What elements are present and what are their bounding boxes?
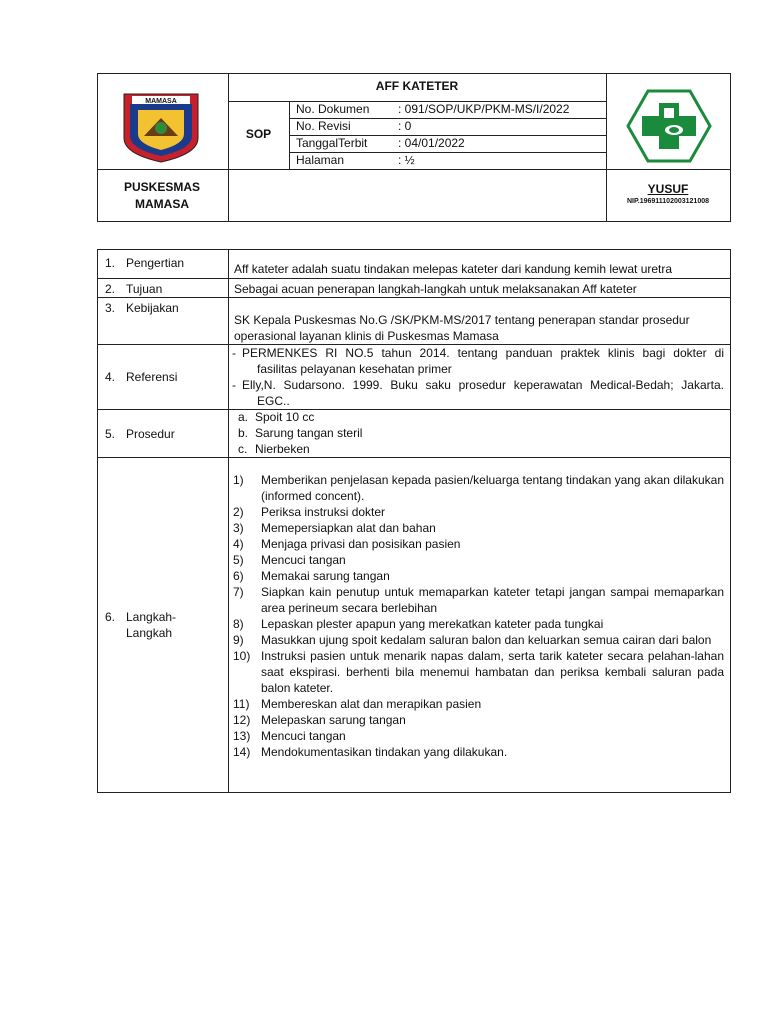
meta-value-halaman: : ½: [398, 153, 415, 167]
list-item: 14) Mendokumentasikan tindakan yang dilakukan.: [233, 745, 508, 759]
referensi-item-1-line1: PERMENKES RI NO.5 tahun 2014. tentang panduan praktek klinis bagi dokter di: [242, 346, 724, 360]
row-label-prosedur: Prosedur: [126, 427, 175, 441]
meta-label-tanggal: TanggalTerbit: [296, 136, 368, 150]
row-number: 4.: [105, 370, 116, 384]
signer-name: YUSUF: [647, 182, 689, 196]
referensi-item-1-line2: fasilitas pelayanan kesehatan primer: [257, 362, 452, 376]
list-item: 11) Membereskan alat dan merapikan pasien: [233, 697, 482, 711]
row-label-kebijakan: Kebijakan: [126, 301, 179, 315]
list-item: 12) Melepaskan sarung tangan: [233, 713, 406, 727]
row-label-langkah-line1: Langkah-: [126, 610, 177, 624]
prosedur-item: Nierbeken: [255, 442, 310, 456]
kebijakan-text: SK Kepala Puskesmas No.G /SK/PKM-MS/2017 tentang penerapan standar prosedur operasional layanan klinis di Puskesmas Mamasa: [234, 313, 690, 343]
row-label-tujuan: Tujuan: [126, 282, 163, 296]
document-title: AFF KATETER: [375, 79, 459, 93]
prosedur-mark: a.: [238, 410, 249, 424]
list-item: 13) Mencuci tangan: [233, 729, 346, 743]
org-name-line2: MAMASA: [135, 197, 189, 211]
logo-text: MAMASA: [145, 98, 177, 105]
referensi-bullet: -: [232, 346, 236, 360]
list-item: 3) Memepersiapkan alat dan bahan: [233, 521, 436, 535]
row-label-pengertian: Pengertian: [126, 256, 185, 270]
list-item: 8) Lepaskan plester apapun yang merekatkan kateter pada tungkai: [233, 617, 604, 631]
tujuan-text: Sebagai acuan penerapan langkah-langkah untuk melaksanakan Aff kateter: [234, 282, 637, 296]
list-item: 7) Siapkan kain penutup untuk memaparkan kateter tetapi jangan sampai memaparkan area perineum secara berlebihan: [233, 585, 724, 615]
meta-value-tanggal: : 04/01/2022: [398, 136, 465, 150]
prosedur-mark: b.: [238, 426, 249, 440]
puskesmas-logo: [626, 89, 712, 163]
list-item: 9) Masukkan ujung spoit kedalam saluran balon dan keluarkan semua cairan dari balon: [233, 633, 712, 647]
referensi-bullet: -: [232, 378, 236, 392]
meta-value-no-dokumen: : 091/SOP/UKP/PKM-MS/I/2022: [398, 102, 570, 116]
prosedur-mark: c.: [238, 442, 248, 456]
row-number: 6.: [105, 610, 116, 624]
meta-label-no-dokumen: No. Dokumen: [296, 102, 370, 116]
row-number: 3.: [105, 301, 116, 315]
list-item: 6) Memakai sarung tangan: [233, 569, 390, 583]
list-item: 5) Mencuci tangan: [233, 553, 346, 567]
sop-label: SOP: [245, 127, 272, 141]
row-number: 2.: [105, 282, 116, 296]
mamasa-regency-logo: [122, 92, 200, 164]
row-number: 1.: [105, 256, 116, 270]
meta-label-no-revisi: No. Revisi: [296, 119, 351, 133]
list-item: 4) Menjaga privasi dan posisikan pasien: [233, 537, 461, 551]
list-item: 10) Instruksi pasien untuk menarik napas dalam, serta tarik kateter secara pelahan-lahan saat ekspirasi. berhenti bila menemui hambatan dan periksa kembali saluran pada balon kateter.: [233, 649, 724, 695]
list-item: 2) Periksa instruksi dokter: [233, 505, 386, 519]
org-name-line1: PUSKESMAS: [123, 180, 200, 194]
signer-nip: NIP.196911102003121008: [626, 198, 709, 205]
prosedur-item: Spoit 10 cc: [255, 410, 315, 424]
referensi-item-2-line1: Elly,N. Sudarsono. 1999. Buku saku prosedur keperawatan Medical-Bedah; Jakarta.: [242, 378, 724, 392]
langkah-steps-list: [233, 472, 724, 760]
referensi-item-2-line2: EGC..: [257, 394, 290, 408]
row-label-langkah-line2: Langkah: [126, 626, 173, 640]
row-label-referensi: Referensi: [126, 370, 178, 384]
meta-value-no-revisi: : 0: [398, 119, 412, 133]
meta-label-halaman: Halaman: [296, 153, 345, 167]
row-number: 5.: [105, 427, 116, 441]
prosedur-item: Sarung tangan steril: [255, 426, 363, 440]
list-item: 1) Memberikan penjelasan kepada pasien/keluarga tentang tindakan yang akan dilakukan (informed concent).: [233, 473, 724, 503]
pengertian-text: Aff kateter adalah suatu tindakan melepas kateter dari kandung kemih lewat uretra: [234, 262, 673, 276]
